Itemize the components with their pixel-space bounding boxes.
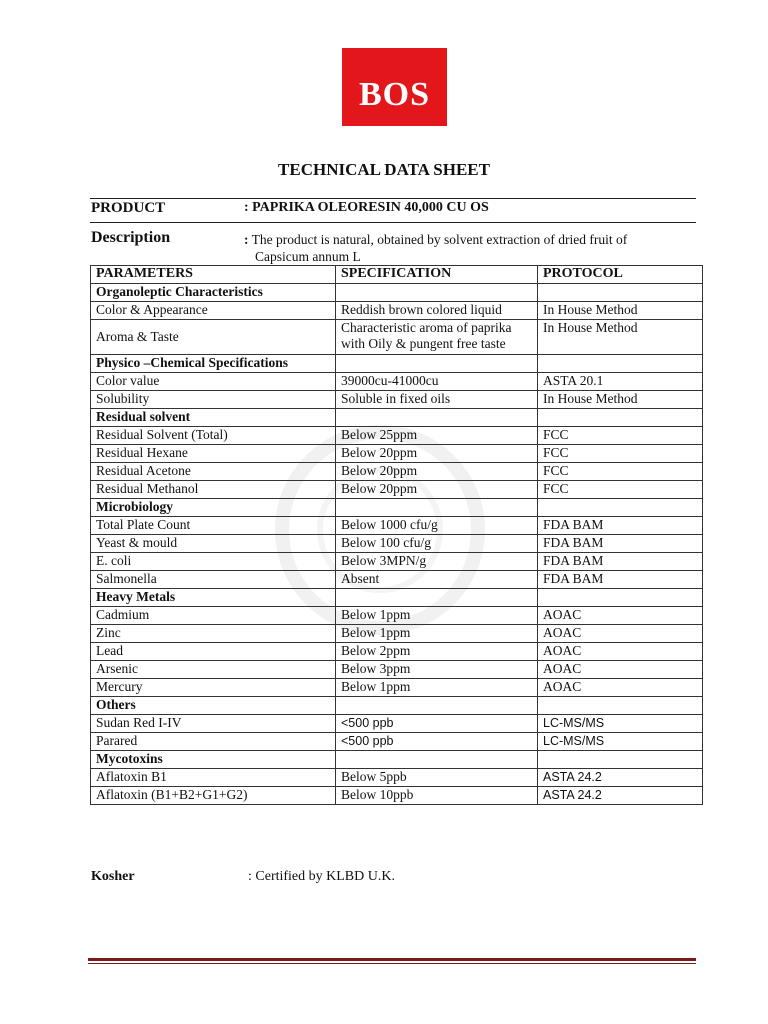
cell-protocol: AOAC bbox=[538, 679, 703, 697]
cell-specification: Below 100 cfu/g bbox=[336, 535, 538, 553]
table-header-row bbox=[91, 266, 703, 284]
cell-parameter: Residual Solvent (Total) bbox=[91, 427, 336, 445]
table-row bbox=[91, 715, 703, 733]
cell-parameter: Mycotoxins bbox=[91, 751, 336, 769]
cell-specification: Below 5ppb bbox=[336, 769, 538, 787]
table-row bbox=[91, 643, 703, 661]
cell-parameter: E. coli bbox=[91, 553, 336, 571]
cell-parameter: Aroma & Taste bbox=[91, 320, 336, 355]
table-row bbox=[91, 320, 703, 355]
cell-parameter: Color value bbox=[91, 373, 336, 391]
table-row bbox=[91, 625, 703, 643]
cell-parameter: Arsenic bbox=[91, 661, 336, 679]
header-specification: SPECIFICATION bbox=[336, 266, 538, 284]
cell-specification: Characteristic aroma of paprika with Oily & pungent free taste bbox=[336, 320, 538, 355]
cell-protocol: FCC bbox=[538, 427, 703, 445]
cell-specification: Below 20ppm bbox=[336, 481, 538, 499]
table-section-row bbox=[91, 409, 703, 427]
table-row bbox=[91, 535, 703, 553]
cell-protocol: ASTA 24.2 bbox=[538, 769, 703, 787]
table-section-row bbox=[91, 589, 703, 607]
cell-parameter: Cadmium bbox=[91, 607, 336, 625]
table-row bbox=[91, 571, 703, 589]
cell-specification: Absent bbox=[336, 571, 538, 589]
divider bbox=[90, 222, 696, 223]
cell-protocol: LC-MS/MS bbox=[538, 715, 703, 733]
cell-parameter: Residual Hexane bbox=[91, 445, 336, 463]
cell-protocol: FDA BAM bbox=[538, 553, 703, 571]
cell-parameter: Residual Methanol bbox=[91, 481, 336, 499]
cell-protocol: FDA BAM bbox=[538, 571, 703, 589]
table-section-row bbox=[91, 499, 703, 517]
cell-parameter: Zinc bbox=[91, 625, 336, 643]
cell-specification: <500 ppb bbox=[336, 715, 538, 733]
cell-specification: <500 ppb bbox=[336, 733, 538, 751]
table-section-row bbox=[91, 697, 703, 715]
cell-protocol bbox=[538, 284, 703, 302]
cell-specification bbox=[336, 697, 538, 715]
cell-parameter: Aflatoxin (B1+B2+G1+G2) bbox=[91, 787, 336, 805]
table-row bbox=[91, 661, 703, 679]
cell-parameter: Color & Appearance bbox=[91, 302, 336, 320]
cell-parameter: Sudan Red I-IV bbox=[91, 715, 336, 733]
cell-protocol bbox=[538, 697, 703, 715]
table-row bbox=[91, 463, 703, 481]
table-row bbox=[91, 607, 703, 625]
cell-specification: Below 3MPN/g bbox=[336, 553, 538, 571]
cell-parameter: Solubility bbox=[91, 391, 336, 409]
kosher-label: Kosher bbox=[91, 869, 135, 884]
cell-parameter: Aflatoxin B1 bbox=[91, 769, 336, 787]
cell-parameter: Yeast & mould bbox=[91, 535, 336, 553]
cell-parameter: Others bbox=[91, 697, 336, 715]
table-row bbox=[91, 787, 703, 805]
header-protocol: PROTOCOL bbox=[538, 266, 703, 284]
product-value: : PAPRIKA OLEORESIN 40,000 CU OS bbox=[244, 200, 489, 215]
page-title: TECHNICAL DATA SHEET bbox=[278, 160, 490, 179]
cell-specification: Below 25ppm bbox=[336, 427, 538, 445]
cell-specification: Reddish brown colored liquid bbox=[336, 302, 538, 320]
cell-specification: Below 20ppm bbox=[336, 463, 538, 481]
table-row bbox=[91, 445, 703, 463]
cell-protocol: AOAC bbox=[538, 643, 703, 661]
description-line-2: Capsicum annum L bbox=[255, 249, 361, 264]
footer-rule-thin bbox=[88, 963, 696, 964]
table-row bbox=[91, 391, 703, 409]
cell-parameter: Residual solvent bbox=[91, 409, 336, 427]
cell-protocol: LC-MS/MS bbox=[538, 733, 703, 751]
cell-parameter: Physico –Chemical Specifications bbox=[91, 355, 336, 373]
table-row bbox=[91, 733, 703, 751]
cell-protocol bbox=[538, 355, 703, 373]
table-row bbox=[91, 679, 703, 697]
cell-parameter: Parared bbox=[91, 733, 336, 751]
cell-protocol bbox=[538, 499, 703, 517]
table-section-row bbox=[91, 284, 703, 302]
header-parameters: PARAMETERS bbox=[91, 266, 336, 284]
description-line-1: The product is natural, obtained by solvent extraction of dried fruit of bbox=[251, 232, 628, 247]
table-row bbox=[91, 302, 703, 320]
table-section-row bbox=[91, 355, 703, 373]
cell-parameter: Total Plate Count bbox=[91, 517, 336, 535]
cell-protocol: In House Method bbox=[538, 320, 703, 355]
cell-parameter: Lead bbox=[91, 643, 336, 661]
description-colon: : bbox=[244, 232, 249, 247]
product-label: PRODUCT bbox=[91, 200, 166, 216]
cell-specification: Below 3ppm bbox=[336, 661, 538, 679]
cell-protocol: FCC bbox=[538, 445, 703, 463]
description-label: Description bbox=[91, 229, 171, 246]
cell-protocol: FDA BAM bbox=[538, 535, 703, 553]
cell-specification: Below 1ppm bbox=[336, 625, 538, 643]
cell-protocol: ASTA 24.2 bbox=[538, 787, 703, 805]
table-row bbox=[91, 373, 703, 391]
cell-protocol bbox=[538, 589, 703, 607]
cell-specification: Below 20ppm bbox=[336, 445, 538, 463]
cell-parameter: Organoleptic Characteristics bbox=[91, 284, 336, 302]
bos-logo bbox=[342, 48, 447, 126]
cell-protocol: AOAC bbox=[538, 625, 703, 643]
cell-protocol: In House Method bbox=[538, 391, 703, 409]
table-row bbox=[91, 769, 703, 787]
table-row bbox=[91, 481, 703, 499]
cell-specification bbox=[336, 355, 538, 373]
cell-parameter: Microbiology bbox=[91, 499, 336, 517]
cell-protocol: AOAC bbox=[538, 661, 703, 679]
table-row bbox=[91, 553, 703, 571]
cell-protocol: FDA BAM bbox=[538, 517, 703, 535]
logo-text: BOS bbox=[358, 76, 431, 113]
cell-protocol bbox=[538, 409, 703, 427]
cell-parameter: Heavy Metals bbox=[91, 589, 336, 607]
divider bbox=[90, 198, 696, 199]
cell-specification: Below 1ppm bbox=[336, 607, 538, 625]
cell-specification: 39000cu-41000cu bbox=[336, 373, 538, 391]
footer-rule bbox=[88, 958, 696, 961]
description-value bbox=[244, 231, 684, 265]
cell-specification: Soluble in fixed oils bbox=[336, 391, 538, 409]
cell-parameter: Residual Acetone bbox=[91, 463, 336, 481]
table-section-row bbox=[91, 751, 703, 769]
cell-specification: Below 10ppb bbox=[336, 787, 538, 805]
cell-parameter: Salmonella bbox=[91, 571, 336, 589]
table-row bbox=[91, 427, 703, 445]
cell-specification bbox=[336, 751, 538, 769]
kosher-value: : Certified by KLBD U.K. bbox=[248, 869, 395, 884]
cell-specification: Below 1ppm bbox=[336, 679, 538, 697]
cell-specification bbox=[336, 284, 538, 302]
cell-parameter: Mercury bbox=[91, 679, 336, 697]
cell-specification bbox=[336, 409, 538, 427]
cell-protocol: AOAC bbox=[538, 607, 703, 625]
cell-specification bbox=[336, 589, 538, 607]
cell-protocol: FCC bbox=[538, 463, 703, 481]
cell-protocol: FCC bbox=[538, 481, 703, 499]
cell-protocol: ASTA 20.1 bbox=[538, 373, 703, 391]
table-row bbox=[91, 517, 703, 535]
specification-table bbox=[90, 265, 703, 805]
cell-protocol: In House Method bbox=[538, 302, 703, 320]
cell-specification bbox=[336, 499, 538, 517]
cell-protocol bbox=[538, 751, 703, 769]
cell-specification: Below 1000 cfu/g bbox=[336, 517, 538, 535]
cell-specification: Below 2ppm bbox=[336, 643, 538, 661]
